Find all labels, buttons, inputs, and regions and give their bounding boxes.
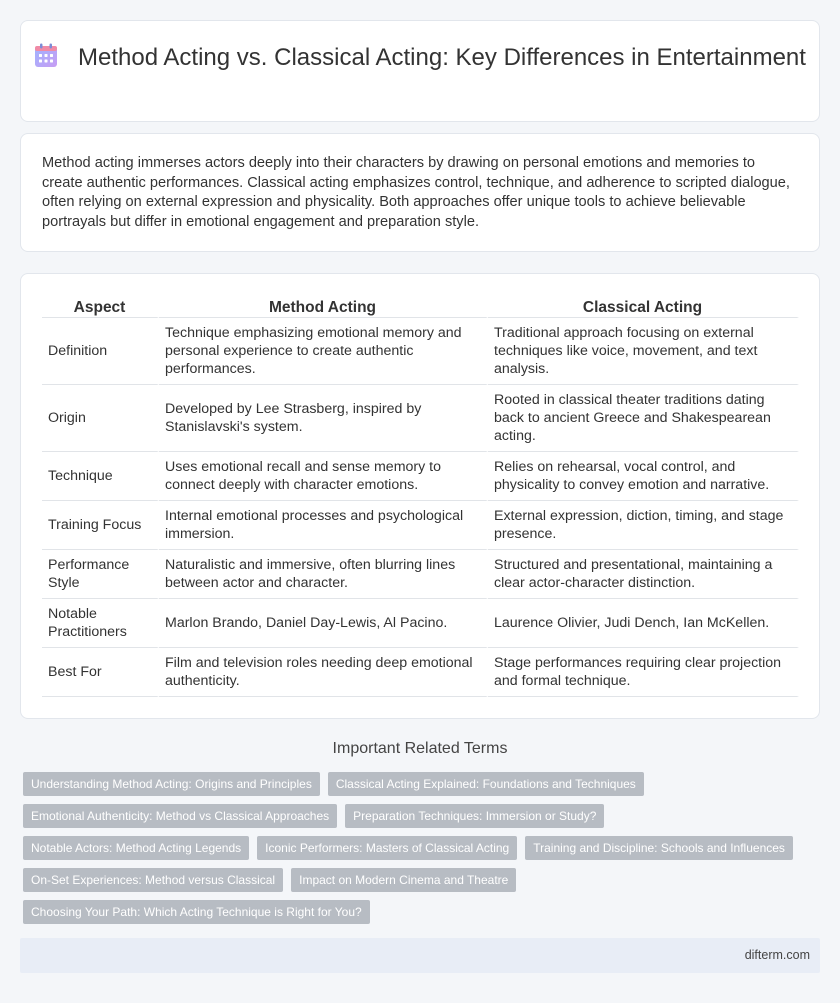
row-classical: Traditional approach focusing on external techniques like voice, movement, and text analysis. xyxy=(488,318,799,385)
related-terms-heading: Important Related Terms xyxy=(332,740,508,757)
row-classical: Relies on rehearsal, vocal control, and physicality to convey emotion and narrative. xyxy=(488,452,799,501)
page-title-wrap xyxy=(21,43,819,72)
table-row xyxy=(42,318,799,385)
related-term-link[interactable]: Classical Acting Explained: Foundations and Techniques xyxy=(328,772,644,796)
row-method: Internal emotional processes and psychological immersion. xyxy=(159,501,488,550)
page-title: Method Acting vs. Classical Acting: Key Differences in Entertainment xyxy=(78,44,806,71)
row-method: Technique emphasizing emotional memory and personal experience to create authentic performances. xyxy=(159,318,488,385)
table-row xyxy=(42,599,799,648)
row-method: Developed by Lee Strasberg, inspired by Stanislavski's system. xyxy=(159,385,488,452)
comparison-table xyxy=(42,295,799,697)
calendar-icon xyxy=(34,43,58,68)
row-aspect: Best For xyxy=(42,648,159,697)
row-aspect: Notable Practitioners xyxy=(42,599,159,648)
table-row xyxy=(42,385,799,452)
row-classical: Rooted in classical theater traditions dating back to ancient Greece and Shakespearean acting. xyxy=(488,385,799,452)
header-classical-acting: Classical Acting xyxy=(488,295,799,318)
related-term-link[interactable]: Preparation Techniques: Immersion or Study? xyxy=(345,804,604,828)
intro-paragraph: Method acting immerses actors deeply into their characters by drawing on personal emotions and memories to create authentic performances. Classical acting emphasizes control, technique, and adherence to scripted dialogue, often relying on external expression and physicality. Both approaches offer unique tools to achieve believable portrayals but differ in emotional engagement and preparation style. xyxy=(42,155,790,230)
table-row xyxy=(42,648,799,697)
header-method-acting: Method Acting xyxy=(159,295,488,318)
related-term-link[interactable]: Emotional Authenticity: Method vs Classical Approaches xyxy=(23,804,337,828)
related-term-link[interactable]: Iconic Performers: Masters of Classical Acting xyxy=(257,836,517,860)
row-classical: Stage performances requiring clear projection and formal technique. xyxy=(488,648,799,697)
related-term-link[interactable]: On-Set Experiences: Method versus Classical xyxy=(23,868,283,892)
row-classical: Laurence Olivier, Judi Dench, Ian McKellen. xyxy=(488,599,799,648)
related-term-link[interactable]: Notable Actors: Method Acting Legends xyxy=(23,836,249,860)
related-term-link[interactable]: Choosing Your Path: Which Acting Technique is Right for You? xyxy=(23,900,370,924)
related-term-link[interactable]: Impact on Modern Cinema and Theatre xyxy=(291,868,516,892)
header-card xyxy=(20,20,820,122)
row-classical: Structured and presentational, maintaining a clear actor-character distinction. xyxy=(488,550,799,599)
table-row xyxy=(42,550,799,599)
row-aspect: Technique xyxy=(42,452,159,501)
header-aspect: Aspect xyxy=(42,295,159,318)
table-row xyxy=(42,452,799,501)
table-row xyxy=(42,501,799,550)
footer xyxy=(20,938,820,973)
row-method: Film and television roles needing deep emotional authenticity. xyxy=(159,648,488,697)
row-aspect: Origin xyxy=(42,385,159,452)
table-header-row xyxy=(42,295,799,318)
related-terms-list xyxy=(23,772,823,932)
intro-card xyxy=(20,133,820,252)
row-method: Naturalistic and immersive, often blurring lines between actor and character. xyxy=(159,550,488,599)
row-aspect: Performance Style xyxy=(42,550,159,599)
row-aspect: Definition xyxy=(42,318,159,385)
comparison-table-card xyxy=(20,273,820,719)
row-aspect: Training Focus xyxy=(42,501,159,550)
row-classical: External expression, diction, timing, and stage presence. xyxy=(488,501,799,550)
footer-site-link[interactable]: difterm.com xyxy=(744,948,810,962)
row-method: Uses emotional recall and sense memory to connect deeply with character emotions. xyxy=(159,452,488,501)
related-term-link[interactable]: Training and Discipline: Schools and Influences xyxy=(525,836,793,860)
related-term-link[interactable]: Understanding Method Acting: Origins and Principles xyxy=(23,772,320,796)
row-method: Marlon Brando, Daniel Day-Lewis, Al Pacino. xyxy=(159,599,488,648)
